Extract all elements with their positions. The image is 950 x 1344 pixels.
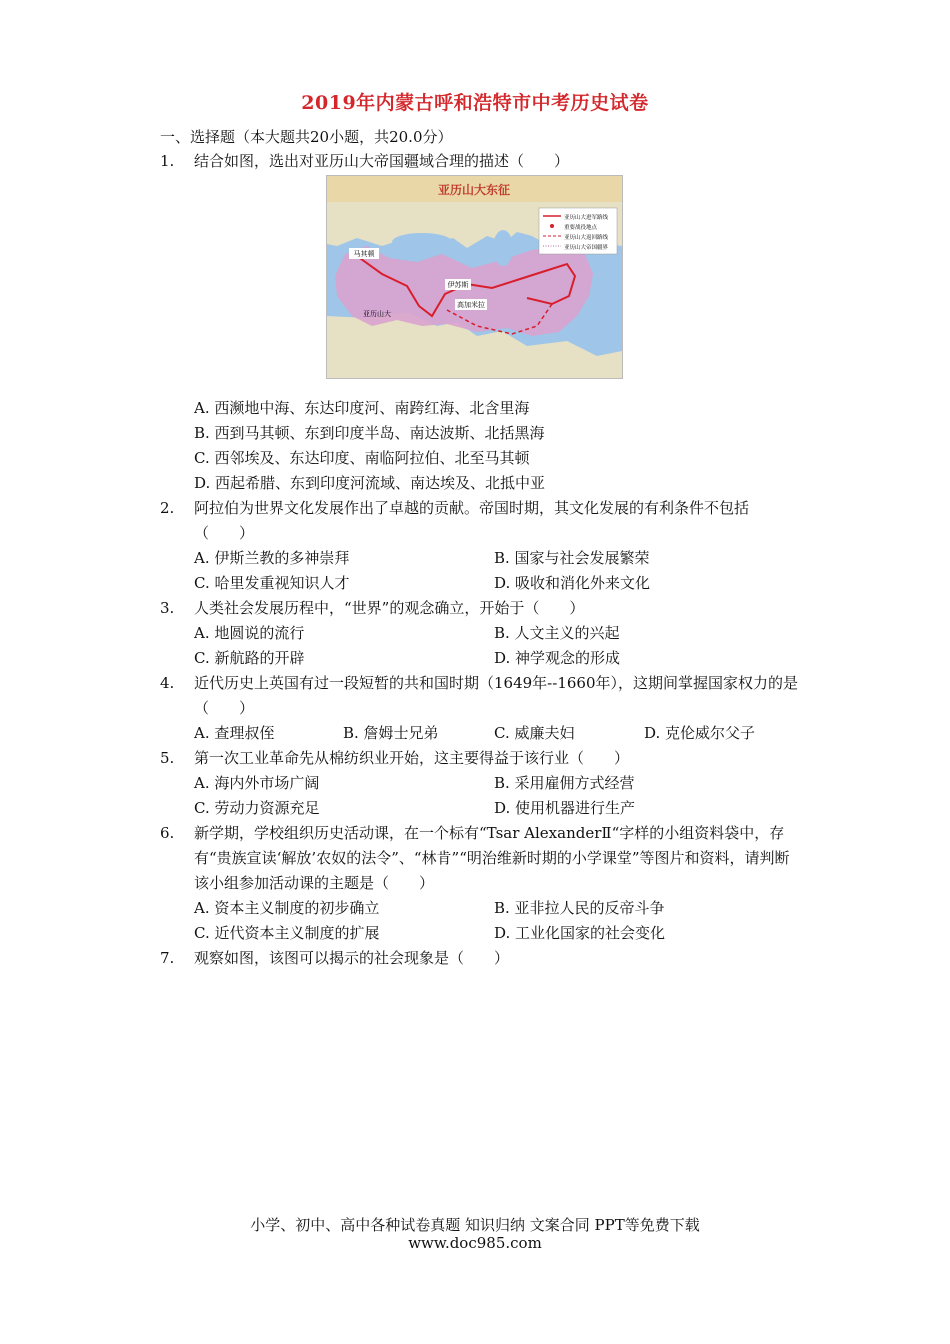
svg-text:亚历山大返回路线: 亚历山大返回路线 (564, 235, 609, 241)
q6-option-b: B. 亚非拉人民的反帝斗争 (494, 899, 665, 917)
q6-option-a: A. 资本主义制度的初步确立 (194, 899, 380, 917)
q1-option-c: C. 西邻埃及、东达印度、南临阿拉伯、北至马其顿 (194, 449, 530, 467)
question-text: 观察如图，该图可以揭示的社会现象是（ ） (194, 949, 510, 967)
q4-option-d: D. 克伦威尔父子 (644, 724, 756, 742)
svg-text:亚历山大帝国疆界: 亚历山大帝国疆界 (564, 245, 609, 251)
q3-option-a: A. 地圆说的流行 (194, 624, 305, 642)
q2-option-a: A. 伊斯兰教的多神崇拜 (194, 549, 350, 567)
page-title: 2019年内蒙古呼和浩特市中考历史试卷 (301, 92, 649, 114)
question-number: 4. (160, 674, 175, 692)
map-title: 亚历山大东征 (437, 183, 511, 197)
q2-option-d: D. 吸收和消化外来文化 (494, 574, 651, 592)
question-text: 人类社会发展历程中，“世界”的观念确立，开始于（ ） (194, 599, 585, 617)
q4-option-b: B. 詹姆士兄弟 (343, 724, 439, 742)
q6-option-d: D. 工业化国家的社会变化 (494, 924, 666, 942)
question-3 (160, 596, 800, 621)
question-text: 第一次工业革命先从棉纺织业开始，这主要得益于该行业（ ） (194, 749, 630, 767)
q1-option-b: B. 西到马其顿、东到印度半岛、南达波斯、北括黑海 (194, 424, 545, 442)
question-text: 阿拉伯为世界文化发展作出了卓越的贡献。帝国时期，其文化发展的有利条件不包括（ ） (194, 499, 750, 542)
section-heading: 一、选择题（本大题共20小题，共20.0分） (160, 128, 453, 146)
question-4 (160, 671, 800, 721)
svg-text:重要战役地点: 重要战役地点 (564, 225, 598, 231)
q1-option-a: A. 西濒地中海、东达印度河、南跨红海、北含里海 (194, 399, 530, 417)
svg-text:亚历山大进军路线: 亚历山大进军路线 (564, 215, 609, 221)
q3-option-d: D. 神学观念的形成 (494, 649, 621, 667)
q1-option-d: D. 西起希腊、东到印度河流域、南达埃及、北抵中亚 (194, 474, 546, 492)
footer-url[interactable]: www.doc985.com (408, 1234, 542, 1252)
q3-option-b: B. 人文主义的兴起 (494, 624, 620, 642)
q2-option-c: C. 哈里发重视知识人才 (194, 574, 350, 592)
question-number: 5. (160, 749, 175, 767)
q3-option-c: C. 新航路的开辟 (194, 649, 305, 667)
q5-option-b: B. 采用雇佣方式经营 (494, 774, 635, 792)
question-number: 1. (160, 152, 175, 170)
question-text: 结合如图，选出对亚历山大帝国疆域合理的描述（ ） (194, 152, 570, 170)
q5-option-d: D. 使用机器进行生产 (494, 799, 636, 817)
question-2 (160, 496, 800, 546)
q2-option-b: B. 国家与社会发展繁荣 (494, 549, 650, 567)
question-number: 7. (160, 949, 175, 967)
question-number: 3. (160, 599, 175, 617)
label-gaugamela: 高加米拉 (457, 301, 485, 309)
question-number: 6. (160, 824, 175, 842)
footer-promo: 小学、初中、高中各种试卷真题 知识归纳 文案合同 PPT等免费下载 (250, 1216, 700, 1234)
label-issus: 伊苏斯 (447, 281, 469, 289)
q4-option-a: A. 查理叔侄 (194, 724, 275, 742)
label-alexandria: 亚历山大 (363, 310, 391, 318)
question-6 (160, 821, 800, 896)
question-1 (160, 149, 800, 174)
question-text: 近代历史上英国有过一段短暂的共和国时期（1649年--1660年），这期间掌握国家权力的是（ ） (194, 674, 798, 717)
q5-option-c: C. 劳动力资源充足 (194, 799, 320, 817)
q6-option-c: C. 近代资本主义制度的扩展 (194, 924, 380, 942)
question-7 (160, 946, 800, 971)
question-5 (160, 746, 800, 771)
label-macedon: 马其顿 (353, 250, 375, 258)
q5-option-a: A. 海内外市场广阔 (194, 774, 320, 792)
q4-option-c: C. 威廉夫妇 (494, 724, 575, 742)
question-text: 新学期，学校组织历史活动课，在一个标有“Tsar AlexanderⅡ“字样的小组资料袋中，存有“贵族宣读‘解放’农奴的法令”、“林肯”“明治维新时期的小学课堂”等图片和资料，请判断该小组参加活动课的主题是（ ） (194, 824, 790, 892)
question-number: 2. (160, 499, 175, 517)
alexander-campaign-map (326, 175, 623, 379)
